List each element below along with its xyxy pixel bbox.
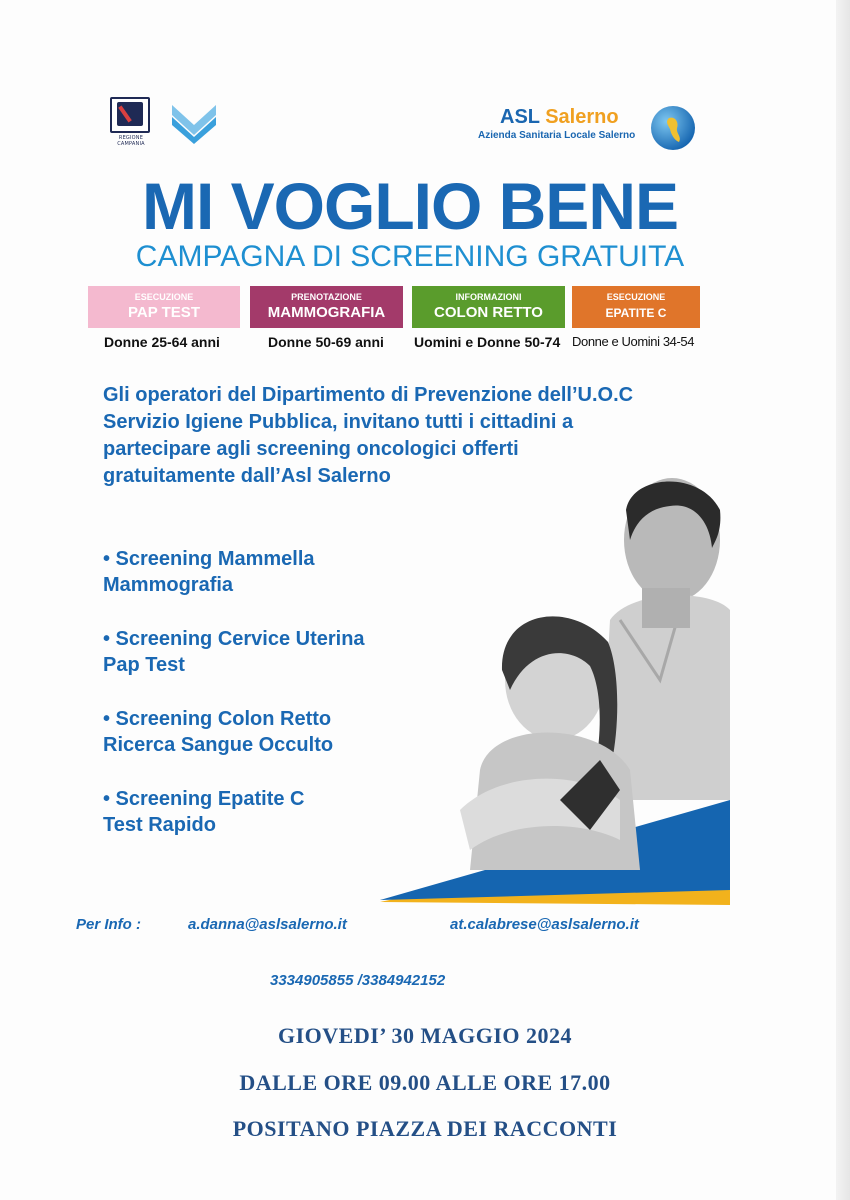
- list-item-subtitle: Pap Test: [103, 654, 185, 676]
- age-range-colon-retto: Uomini e Donne 50-74: [414, 334, 561, 350]
- asl-name-part2: Salerno: [545, 106, 619, 128]
- age-range-pap-test: Donne 25-64 anni: [104, 334, 220, 350]
- tag-mammografia: [250, 286, 403, 328]
- list-item-title: • Screening Epatite C: [103, 788, 305, 810]
- event-time: DALLE ORE 09.00 ALLE ORE 17.00: [239, 1070, 611, 1095]
- asl-subtitle: Azienda Sanitaria Locale Salerno: [478, 130, 636, 141]
- tag-colon-retto: [412, 286, 565, 328]
- list-item-subtitle: Mammografia: [103, 574, 234, 596]
- age-range-epatite-c: Donne e Uomini 34-54: [572, 334, 695, 349]
- event-date: GIOVEDI’ 30 MAGGIO 2024: [277, 1023, 573, 1048]
- tag-big-label: PAP TEST: [128, 304, 200, 321]
- tag-small-label: PRENOTAZIONE: [291, 292, 362, 302]
- tag-big-label: COLON RETTO: [434, 304, 543, 321]
- age-range-mammografia: Donne 50-69 anni: [268, 334, 384, 350]
- page-subtitle: CAMPAGNA DI SCREENING GRATUITA: [135, 240, 685, 273]
- list-item-title: • Screening Colon Retto: [103, 708, 332, 730]
- asl-name-part1: ASL: [500, 106, 546, 128]
- region-caption: REGIONE CAMPANIA: [117, 135, 145, 147]
- list-item-title: • Screening Mammella: [103, 548, 315, 570]
- region-emblem-icon: [117, 102, 143, 126]
- list-item-title: • Screening Cervice Uterina: [103, 628, 365, 650]
- asl-salerno-logo: [478, 102, 700, 152]
- tag-epatite-c: [572, 286, 700, 328]
- globe-icon: [649, 104, 697, 152]
- tag-big-label: MAMMOGRAFIA: [267, 304, 386, 321]
- tag-small-label: ESECUZIONE: [134, 292, 194, 302]
- list-item-subtitle: Test Rapido: [103, 814, 216, 836]
- contact-phones: 3334905855 /3384942152: [270, 972, 446, 989]
- tag-big-label: EPATITE C: [605, 306, 667, 320]
- intro-paragraph: Gli operatori del Dipartimento di Prevenzione dell’U.O.C Servizio Igiene Pubblica, invitano tutti i cittadini a partecipare agli screening oncologici offerti gratuitamente dall’Asl Salerno: [103, 384, 634, 487]
- couple-photo: [380, 470, 730, 905]
- tag-pap-test: [88, 286, 240, 328]
- contact-label: Per Info :: [76, 916, 142, 933]
- event-place: POSITANO PIAZZA DEI RACCONTI: [232, 1116, 618, 1141]
- asl-name: [500, 106, 619, 129]
- page-title: MI VOGLIO BENE: [141, 169, 679, 243]
- contact-email-2[interactable]: at.calabrese@aslsalerno.it: [450, 916, 639, 933]
- regione-campania-logo: [108, 97, 154, 147]
- contact-email-1[interactable]: a.danna@aslsalerno.it: [188, 916, 347, 933]
- heart-chevron-icon: [168, 99, 220, 145]
- tag-small-label: ESECUZIONE: [606, 292, 666, 302]
- page-edge-shadow: [836, 0, 850, 1200]
- tag-small-label: INFORMAZIONI: [455, 292, 522, 302]
- list-item-subtitle: Ricerca Sangue Occulto: [103, 734, 334, 756]
